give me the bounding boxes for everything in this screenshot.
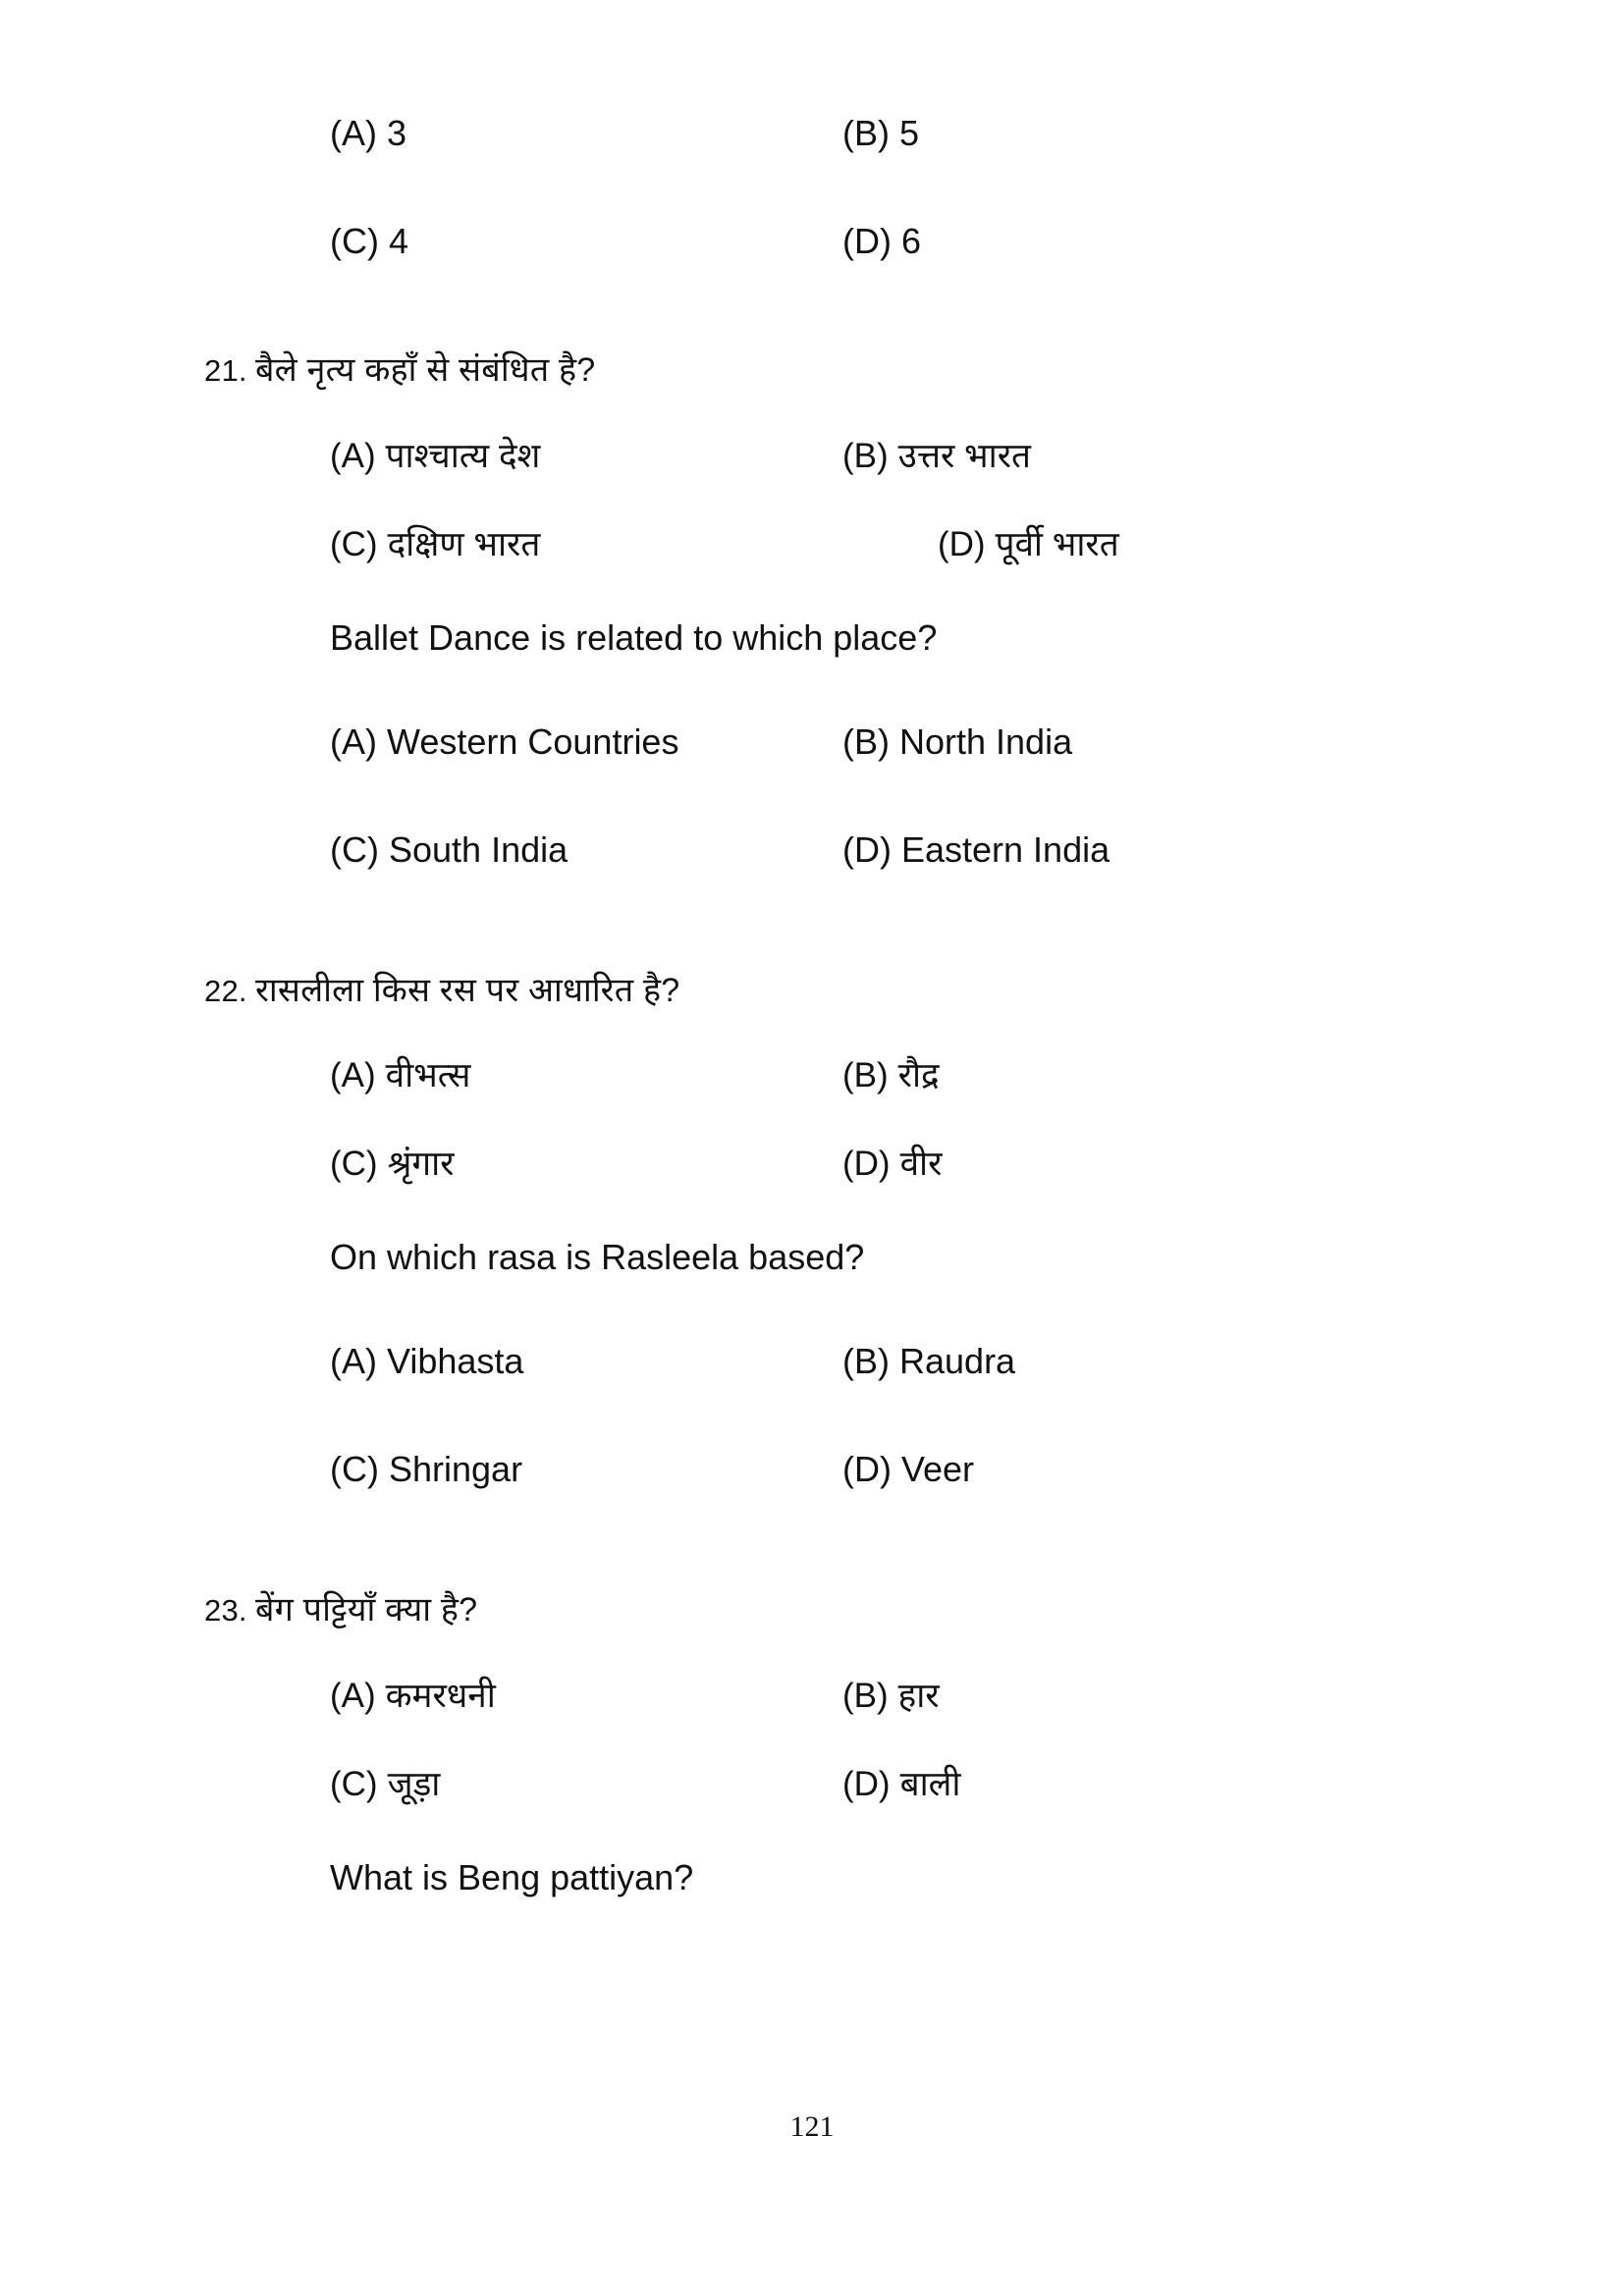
option-q21-english-d[interactable] — [842, 828, 1110, 870]
option-text: 6 — [900, 221, 922, 261]
option-q23-hindi-b[interactable] — [842, 1676, 940, 1715]
option-q22-hindi-a[interactable] — [330, 1058, 470, 1093]
option-q22-english-c[interactable] — [330, 1449, 523, 1489]
option-text: Eastern India — [900, 828, 1110, 870]
option-row-q21-english-cd — [0, 828, 1624, 893]
question-block-21 — [0, 349, 1624, 893]
option-text: 5 — [899, 113, 920, 153]
question-block-20-continued — [0, 113, 1624, 285]
option-text: बाली — [899, 1764, 961, 1803]
option-row-q21-hindi-cd — [0, 524, 1624, 588]
option-text: Veer — [900, 1449, 975, 1489]
option-label: (A) — [330, 1056, 376, 1095]
option-q21-english-c[interactable] — [330, 828, 568, 870]
option-q22-english-a[interactable] — [330, 1341, 524, 1381]
option-label: (B) — [842, 1341, 890, 1381]
option-text: उत्तर भारत — [897, 436, 1031, 475]
option-text: जूड़ा — [387, 1764, 441, 1803]
option-row-q22-hindi-cd — [0, 1147, 1624, 1207]
question-text-hindi: बैले नृत्य कहाँ से संबंधित है? — [255, 351, 596, 389]
option-label: (B) — [842, 1676, 889, 1715]
option-q22-hindi-d[interactable] — [842, 1147, 942, 1181]
option-text: वीभत्स — [385, 1056, 471, 1095]
option-q20-a[interactable] — [330, 113, 407, 153]
option-label: (B) — [842, 113, 890, 153]
option-label: (A) — [330, 721, 377, 762]
option-row-q23-hindi-ab — [0, 1676, 1624, 1739]
option-row-q22-english-cd — [0, 1449, 1624, 1513]
option-label: (C) — [330, 1449, 379, 1489]
option-text: Raudra — [899, 1341, 1016, 1381]
option-text: श्रृंगार — [387, 1145, 455, 1183]
option-label: (D) — [938, 524, 986, 563]
option-q21-hindi-b[interactable] — [842, 436, 1031, 475]
option-q20-c[interactable] — [330, 221, 409, 261]
question-22-stem-english: On which rasa is Rasleela based? — [330, 1237, 865, 1277]
option-q23-hindi-c[interactable] — [330, 1764, 441, 1803]
option-label: (D) — [842, 1449, 892, 1489]
option-q21-english-b[interactable] — [842, 721, 1073, 762]
option-text: हार — [897, 1676, 940, 1715]
option-label: (C) — [330, 1145, 378, 1183]
option-q20-b[interactable] — [842, 113, 920, 153]
option-text: 4 — [388, 221, 409, 261]
option-text: Western Countries — [387, 721, 679, 762]
option-label: (D) — [842, 1764, 891, 1803]
question-23-heading-hindi — [204, 1589, 1624, 1631]
option-text: दक्षिण भारत — [387, 524, 541, 563]
option-q21-hindi-d[interactable] — [938, 524, 1119, 563]
option-text: पूर्वी भारत — [995, 524, 1119, 563]
option-q21-hindi-c[interactable] — [330, 524, 541, 563]
option-label: (B) — [842, 721, 890, 762]
option-q23-hindi-d[interactable] — [842, 1764, 961, 1803]
option-text: कमरधनी — [385, 1676, 496, 1715]
option-row-q20-cd — [0, 221, 1624, 285]
option-q22-english-b[interactable] — [842, 1341, 1016, 1381]
option-label: (A) — [330, 113, 377, 153]
option-text: वीर — [899, 1145, 943, 1183]
question-21-heading-hindi — [204, 349, 1624, 392]
option-q21-english-a[interactable] — [330, 721, 679, 762]
option-label: (A) — [330, 436, 376, 475]
option-label: (D) — [842, 828, 892, 870]
question-text-hindi: बेंग पट्टियाँ क्या है? — [255, 1591, 478, 1629]
option-label: (C) — [330, 828, 379, 870]
page-number: 121 — [789, 2110, 835, 2143]
option-text: 3 — [387, 113, 407, 153]
option-row-q22-english-ab — [0, 1341, 1624, 1405]
question-block-22 — [0, 970, 1624, 1514]
question-23-stem-english: What is Beng pattiyan? — [330, 1856, 694, 1897]
question-number: 21. — [204, 353, 247, 388]
option-text: South India — [388, 828, 568, 870]
option-q22-english-d[interactable] — [842, 1449, 975, 1489]
option-row-q23-hindi-cd — [0, 1764, 1624, 1828]
option-label: (C) — [330, 1764, 378, 1803]
option-label: (C) — [330, 524, 378, 563]
option-label: (B) — [842, 1056, 889, 1095]
option-label: (D) — [842, 1145, 891, 1183]
option-q21-hindi-a[interactable] — [330, 436, 541, 475]
question-22-heading-hindi — [204, 970, 1624, 1012]
option-q22-hindi-b[interactable] — [842, 1058, 940, 1093]
option-text: पाश्चात्य देश — [385, 436, 541, 475]
option-text: North India — [899, 721, 1073, 762]
option-text: Vibhasta — [387, 1341, 524, 1381]
option-text: Shringar — [388, 1449, 523, 1489]
question-21-stem-english: Ballet Dance is related to which place? — [330, 616, 938, 658]
option-label: (B) — [842, 436, 889, 475]
option-q23-hindi-a[interactable] — [330, 1676, 496, 1715]
option-label: (D) — [842, 221, 892, 261]
option-row-q22-hindi-ab — [0, 1058, 1624, 1119]
option-row-q20-ab — [0, 113, 1624, 177]
option-text: रौद्र — [897, 1056, 940, 1095]
option-label: (A) — [330, 1676, 376, 1715]
option-q20-d[interactable] — [842, 221, 922, 261]
option-label: (A) — [330, 1341, 377, 1381]
question-number: 22. — [204, 973, 247, 1008]
option-row-q21-english-ab — [0, 721, 1624, 785]
option-q22-hindi-c[interactable] — [330, 1147, 454, 1181]
question-block-23 — [0, 1589, 1624, 1899]
option-label: (C) — [330, 221, 379, 261]
question-text-hindi: रासलीला किस रस पर आधारित है? — [255, 971, 680, 1009]
question-number: 23. — [204, 1593, 247, 1628]
option-row-q21-hindi-ab — [0, 436, 1624, 500]
